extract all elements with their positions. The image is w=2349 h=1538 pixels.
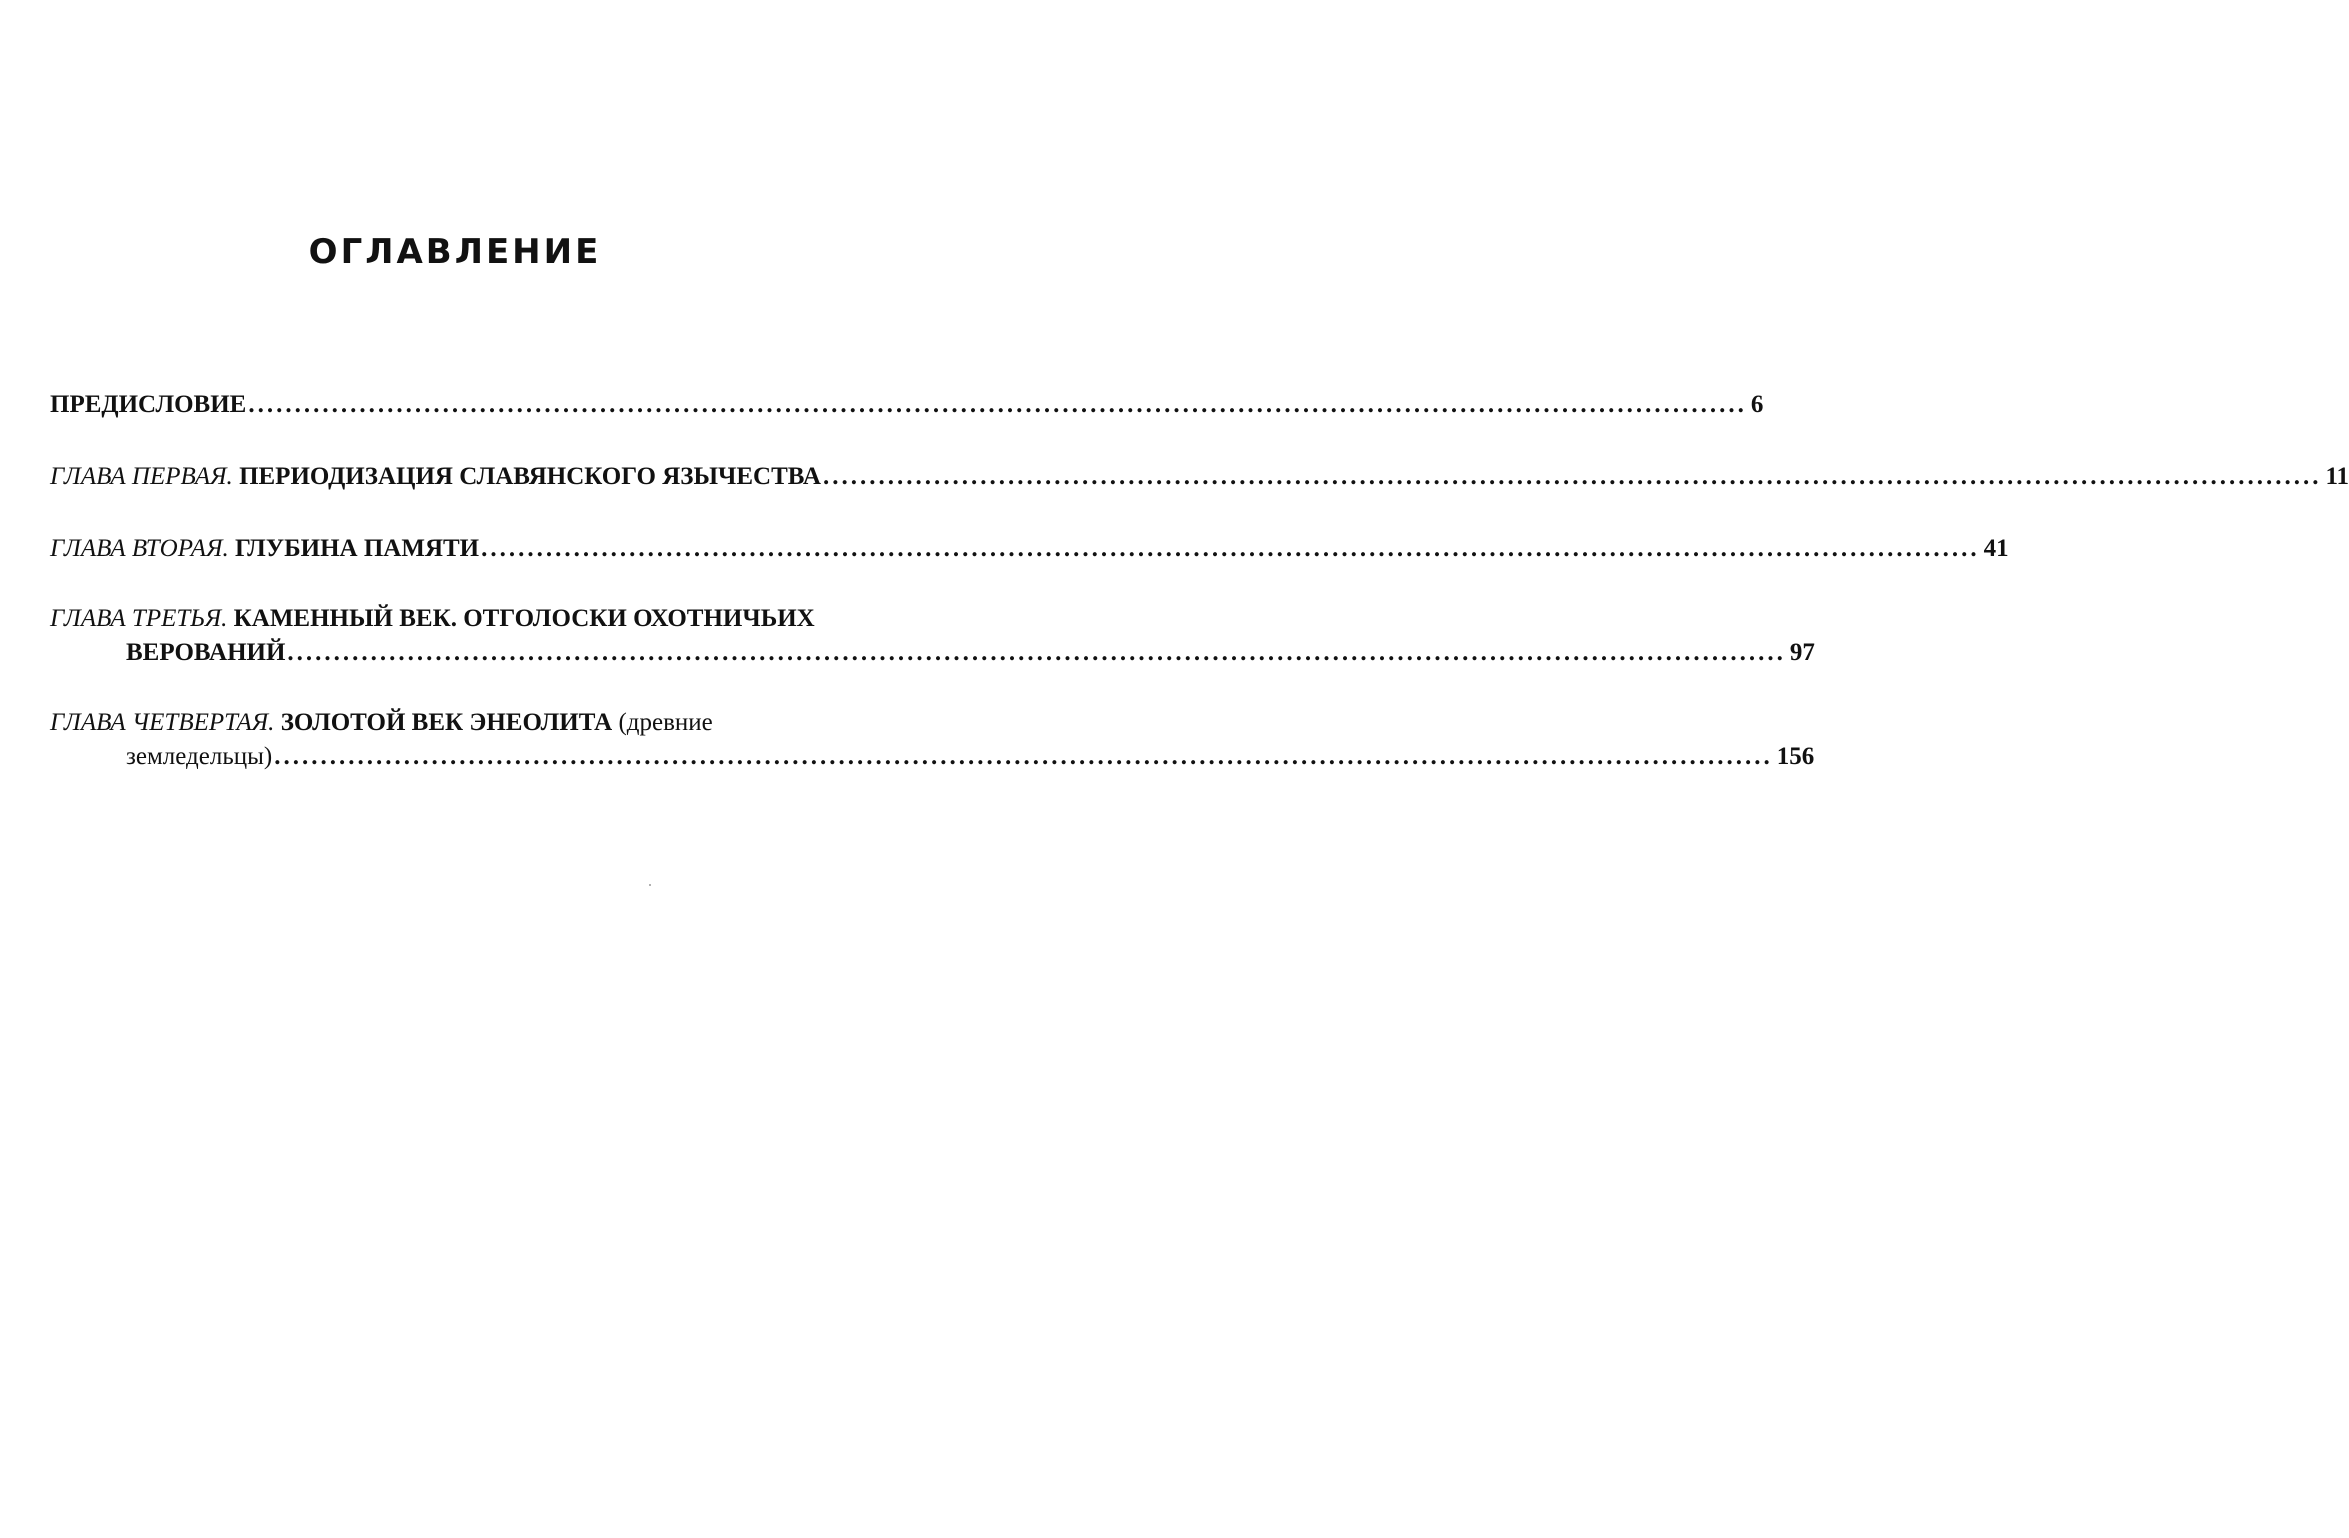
toc-heading: ПРЕДИСЛОВИЕ xyxy=(50,391,247,418)
table-of-contents xyxy=(50,388,2349,810)
dot-leader: .................................................................................................................................................................. xyxy=(481,535,1980,562)
page-number: 156 xyxy=(1776,743,1815,770)
toc-heading: ПЕРИОДИЗАЦИЯ СЛАВЯНСКОГО ЯЗЫЧЕСТВА xyxy=(239,463,821,490)
toc-entry-preface[interactable] xyxy=(50,388,1764,422)
page-number: 6 xyxy=(1750,391,1764,418)
dot-leader: .................................................................................................................................................................. xyxy=(822,463,2322,490)
toc-entry-chapter-4[interactable] xyxy=(50,706,1815,774)
chapter-label: ГЛАВА ЧЕТВЕРТАЯ. xyxy=(50,709,275,736)
toc-entry-chapter-2[interactable] xyxy=(50,532,2009,566)
page-number: 41 xyxy=(1983,535,2009,562)
dot-leader: .................................................................................................................................................................. xyxy=(287,639,1786,666)
chapter-label: ГЛАВА ПЕРВАЯ. xyxy=(50,463,233,490)
toc-note-part-1: (древние xyxy=(618,709,713,736)
toc-line-first xyxy=(50,602,874,636)
toc-line xyxy=(50,740,1815,774)
toc-entry-chapter-3[interactable] xyxy=(50,602,1815,670)
scan-speck xyxy=(649,884,651,886)
page-title: ОГЛАВЛЕНИЕ xyxy=(308,232,602,272)
toc-note-part-2: земледельцы) xyxy=(126,743,273,770)
toc-line xyxy=(50,388,1764,422)
chapter-label: ГЛАВА ТРЕТЬЯ. xyxy=(50,605,228,632)
dot-leader: .................................................................................................................................................................. xyxy=(274,743,1773,770)
toc-line xyxy=(50,636,1815,670)
toc-heading-part-2: ВЕРОВАНИЙ xyxy=(126,639,286,666)
toc-entry-chapter-1[interactable] xyxy=(50,460,2349,494)
chapter-label: ГЛАВА ВТОРАЯ. xyxy=(50,535,229,562)
toc-line xyxy=(50,460,2349,494)
toc-heading: ГЛУБИНА ПАМЯТИ xyxy=(235,535,480,562)
page-number: 97 xyxy=(1789,639,1815,666)
toc-line xyxy=(50,532,2009,566)
toc-heading-part-1: КАМЕННЫЙ ВЕК. ОТГОЛОСКИ ОХОТНИЧЬИХ xyxy=(233,605,815,632)
dot-leader: .................................................................................................................................................................. xyxy=(248,391,1747,418)
page-number: 11 xyxy=(2325,463,2349,490)
toc-line-first xyxy=(50,706,874,740)
toc-heading: ЗОЛОТОЙ ВЕК ЭНЕОЛИТА xyxy=(280,709,613,736)
